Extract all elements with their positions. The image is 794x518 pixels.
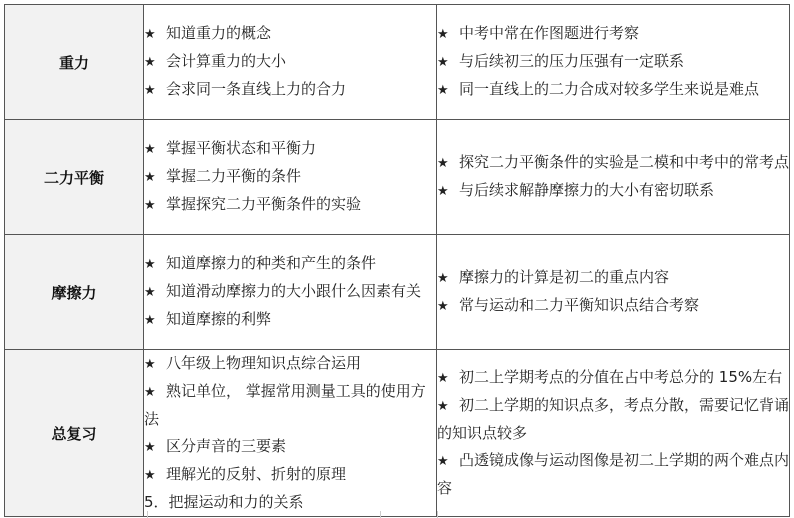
list-item: ★ 理解光的反射、折射的原理 [144,461,436,489]
list-item: ★ 与后续初三的压力压强有一定联系 [437,48,789,76]
star-icon: ★ [144,27,156,42]
star-icon: ★ [144,170,156,185]
list-item: ★ 初二上学期考点的分值在占中考总分的 15%左右 [437,364,789,392]
star-icon: ★ [144,285,156,300]
star-icon: ★ [437,271,449,286]
star-icon: ★ [437,454,449,469]
star-icon: ★ [144,198,156,213]
topic-cell: 总复习 [5,350,144,517]
goals-cell [144,120,437,235]
list-item: ★ 初二上学期的知识点多，考点分散，需要记忆背诵的知识点较多 [437,392,789,447]
star-icon: ★ [144,142,156,157]
notes-cell [437,120,790,235]
star-icon: ★ [437,399,449,414]
star-icon: ★ [144,257,156,272]
topic-cell: 二力平衡 [5,120,144,235]
list-item: ★ 知道摩擦的利弊 [144,306,436,334]
star-icon: ★ [437,184,449,199]
page-edge-mark [437,511,438,518]
list-item: ★ 知道滑动摩擦力的大小跟什么因素有关 [144,278,436,306]
list-item: ★ 与后续求解静摩擦力的大小有密切联系 [437,177,789,205]
list-item: ★ 常与运动和二力平衡知识点结合考察 [437,292,789,320]
list-item: ★ 掌握探究二力平衡条件的实验 [144,191,436,219]
star-icon: ★ [437,371,449,386]
table-row [5,5,790,120]
list-item: 5．把握运动和力的关系 [144,493,304,511]
notes-cell [437,5,790,120]
list-item: ★ 知道重力的概念 [144,20,436,48]
star-icon: ★ [437,27,449,42]
star-icon: ★ [144,313,156,328]
star-icon: ★ [144,440,156,455]
topic-cell: 重力 [5,5,144,120]
star-icon: ★ [437,55,449,70]
table-row [5,350,790,517]
list-item: ★ 会计算重力的大小 [144,48,436,76]
goals-cell [144,235,437,350]
list-item: ★ 同一直线上的二力合成对较多学生来说是难点 [437,76,789,104]
star-icon: ★ [437,83,449,98]
star-icon: ★ [144,468,156,483]
star-icon: ★ [437,156,449,171]
star-icon: ★ [144,357,156,372]
table-row [5,120,790,235]
list-item: ★ 摩擦力的计算是初二的重点内容 [437,264,789,292]
notes-cell [437,235,790,350]
star-icon: ★ [144,385,156,400]
goals-cell [144,5,437,120]
star-icon: ★ [437,299,449,314]
list-item: ★ 探究二力平衡条件的实验是二模和中考中的常考点 [437,149,789,177]
goals-cell [144,350,437,517]
star-icon: ★ [144,55,156,70]
list-item: ★ 熟记单位， 掌握常用测量工具的使用方法 [144,378,436,433]
topic-cell: 摩擦力 [5,235,144,350]
list-item: ★ 凸透镜成像与运动图像是初二上学期的两个难点内容 [437,447,789,502]
page-edge-mark [147,511,148,518]
list-item: ★ 中考中常在作图题进行考察 [437,20,789,48]
list-item: ★ 知道摩擦力的种类和产生的条件 [144,250,436,278]
page-edge-mark [380,511,381,518]
list-item: ★ 掌握二力平衡的条件 [144,163,436,191]
knowledge-table [4,4,790,517]
star-icon: ★ [144,83,156,98]
list-item: ★ 八年级上物理知识点综合运用 [144,350,436,378]
list-item: ★ 区分声音的三要素 [144,433,436,461]
notes-cell [437,350,790,517]
list-item: ★ 掌握平衡状态和平衡力 [144,135,436,163]
list-item: ★ 会求同一条直线上力的合力 [144,76,436,104]
table-row [5,235,790,350]
